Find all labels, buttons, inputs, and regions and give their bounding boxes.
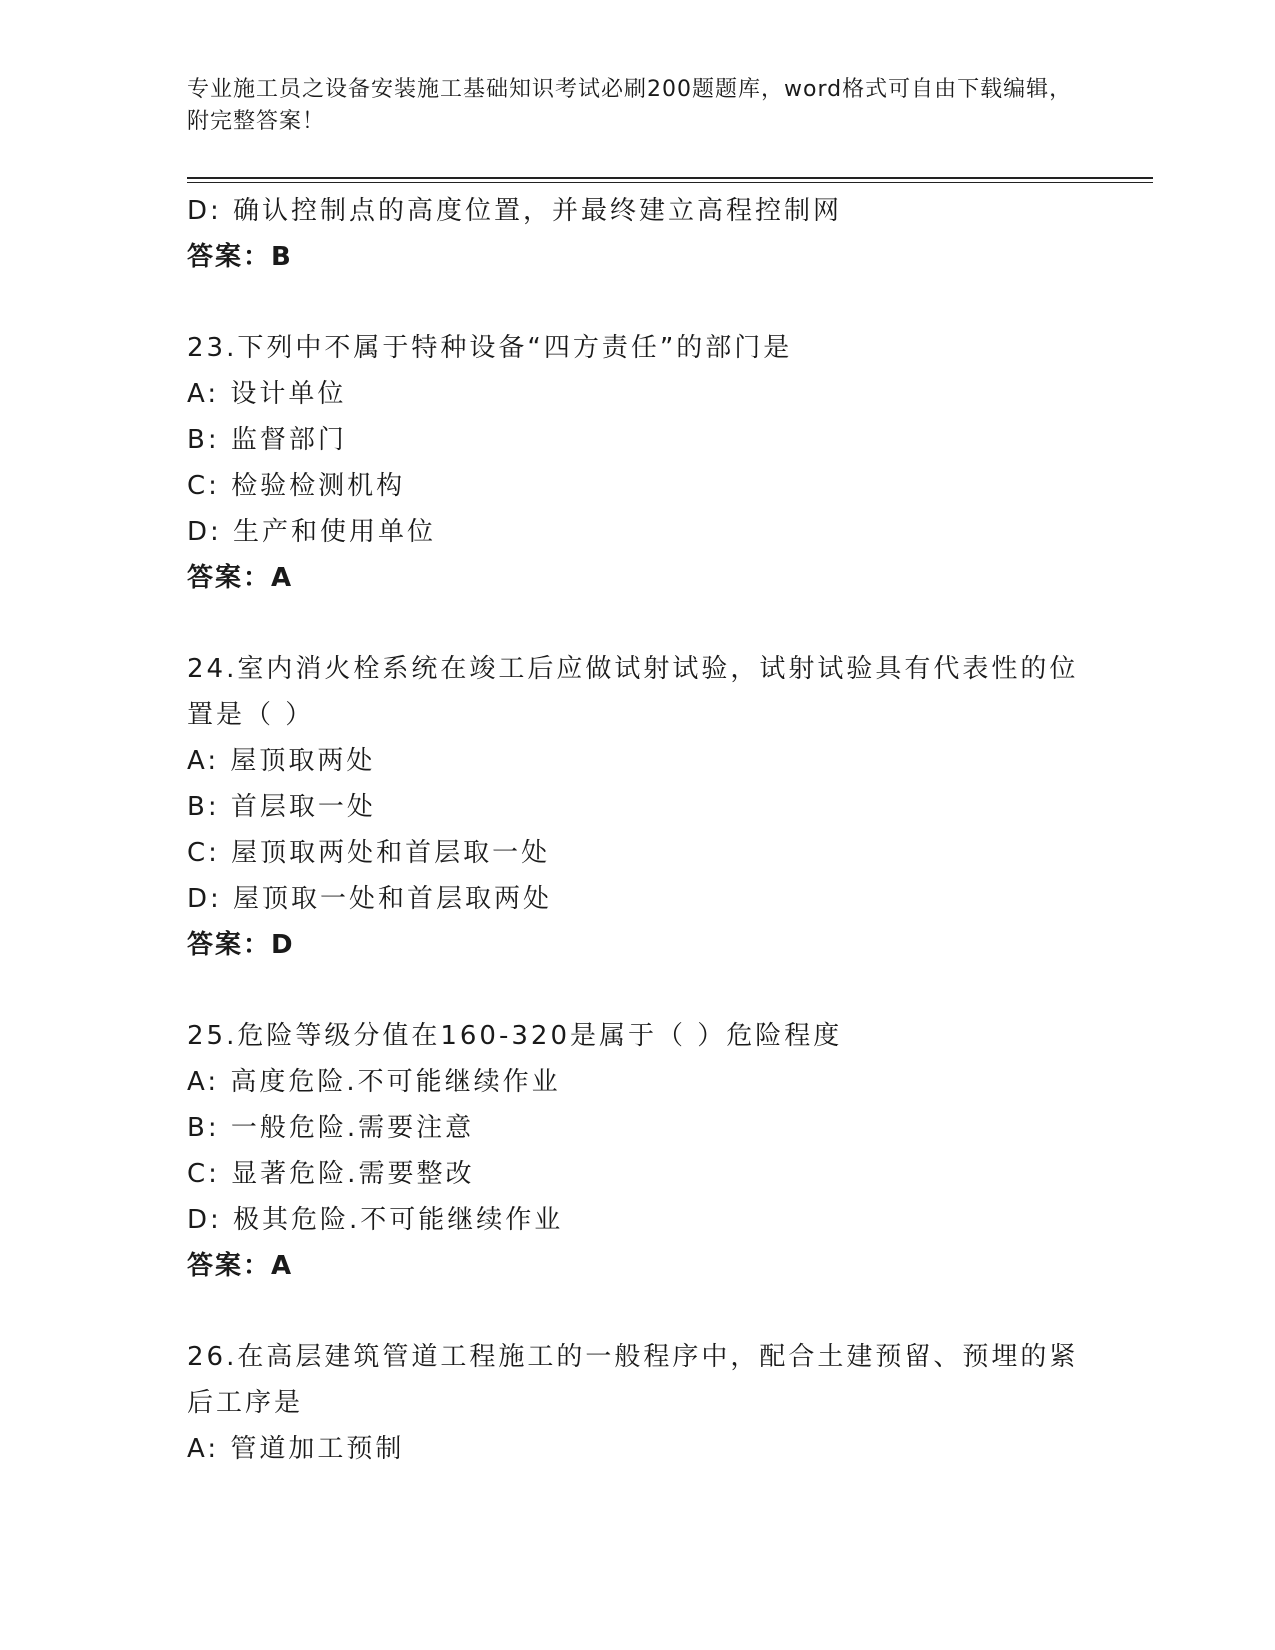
- answer-line: 答案：D: [187, 930, 295, 960]
- option-d: D: 屋顶取一处和首层取两处: [187, 884, 553, 914]
- option-d: D: 极其危险.不可能继续作业: [187, 1205, 564, 1235]
- option-c: C: 显著危险.需要整改: [187, 1159, 475, 1189]
- answer-line: 答案：B: [187, 242, 293, 272]
- option-c: C: 检验检测机构: [187, 471, 406, 501]
- option-d: D: 生产和使用单位: [187, 517, 437, 547]
- question-stem: 25.危险等级分值在160-320是属于（ ）危险程度: [187, 1021, 843, 1051]
- option-d: D: 确认控制点的高度位置，并最终建立高程控制网: [187, 196, 843, 226]
- question-stem: 24.室内消火栓系统在竣工后应做试射试验，试射试验具有代表性的位置是（ ）: [187, 654, 1079, 730]
- question-content: [187, 188, 1087, 1472]
- question-25: [187, 1013, 1087, 1289]
- question-26: [187, 1334, 1087, 1472]
- question-23: [187, 325, 1087, 601]
- question-stem: 23.下列中不属于特种设备“四方责任”的部门是: [187, 333, 793, 363]
- header-rule-thick: [187, 177, 1153, 179]
- option-a: A: 屋顶取两处: [187, 746, 376, 776]
- answer-line: 答案：A: [187, 563, 294, 593]
- page-header: 专业施工员之设备安装施工基础知识考试必刷200题题库，word格式可自由下载编辑，附完整答案！: [187, 77, 1073, 134]
- option-a: A: 设计单位: [187, 379, 347, 409]
- header-rule-thin: [187, 182, 1153, 183]
- option-b: B: 一般危险.需要注意: [187, 1113, 475, 1143]
- option-b: B: 首层取一处: [187, 792, 376, 822]
- question-stem: 26.在高层建筑管道工程施工的一般程序中，配合土建预留、预埋的紧后工序是: [187, 1342, 1079, 1418]
- question-24: [187, 646, 1087, 968]
- option-a: A: 管道加工预制: [187, 1434, 405, 1464]
- answer-line: 答案：A: [187, 1251, 294, 1281]
- option-b: B: 监督部门: [187, 425, 347, 455]
- option-c: C: 屋顶取两处和首层取一处: [187, 838, 551, 868]
- option-a: A: 高度危险.不可能继续作业: [187, 1067, 561, 1097]
